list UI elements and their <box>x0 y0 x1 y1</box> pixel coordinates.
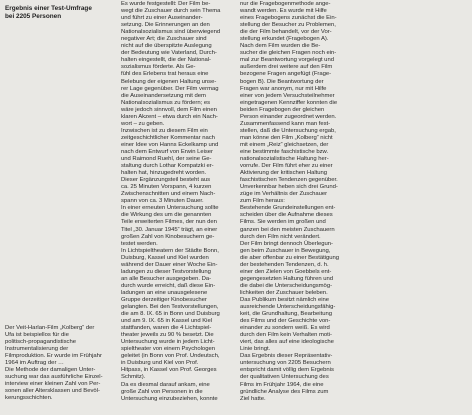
text-line: gen beim Zuschauer in Bewegung, <box>240 247 331 254</box>
text-line: großen Zahl von Kinobesuchern ge- <box>121 233 215 240</box>
document-heading <box>5 5 92 20</box>
text-line: eines Fragebogens zunächst die Ein- <box>240 15 337 22</box>
text-line: Untersuchung wurde in jedem Licht- <box>121 339 215 346</box>
text-line: halten eingestellt, die der National- <box>121 57 211 64</box>
text-line: stattfanden, waren die 4 Lichtspiel- <box>121 325 212 332</box>
text-line: geleitet (in Bonn von Prof. Undeutsch, <box>121 353 220 360</box>
text-line: Schmitz). <box>121 374 146 381</box>
text-line: testet werden. <box>121 240 158 247</box>
text-line: politisch-propagandistische <box>5 339 77 346</box>
text-column-2 <box>121 1 231 403</box>
text-line: ladungen an eine unausgelesene <box>121 289 208 296</box>
text-line: ladungen zu dieser Testvorstellung <box>121 268 211 275</box>
text-line: In Lichtspieltheatern der Städte Bonn, <box>121 247 219 254</box>
text-line: Ziel hatte. <box>240 395 266 402</box>
text-line: bezogene Fragen angefügt (Frage- <box>240 71 332 78</box>
text-line: Hitpass, in Kassel von Prof. Georges <box>121 367 217 374</box>
text-line: einer Idee von Hanns Eckelkamp und <box>121 141 219 148</box>
text-line: untersuchung von 2205 Besuchern <box>240 360 331 367</box>
text-line: Dieser Ergänzungsteil besteht aus <box>121 177 211 184</box>
text-line: wandt werden. Es wurde mit Hilfe <box>240 8 327 15</box>
text-line: gegengesetzten Haltung führen und <box>240 275 334 282</box>
text-line: Inzwischen ist zu diesem Film ein <box>121 127 208 134</box>
text-line: stellung der Besucher zu Problemen, <box>240 22 336 29</box>
text-line: der bestehenden Tendenzen, d. h. <box>240 261 329 268</box>
text-line: mal zur Beantwortung vorgelegt und <box>240 57 334 64</box>
text-line: beiden Fragebogen der gleichen <box>240 106 325 113</box>
text-line: ausreichende Unterscheidungsfähig- <box>240 304 336 311</box>
text-line: die am 8. IX. 65 in Bonn und Duisburg <box>121 311 220 318</box>
text-line: die der Film behandelt, vor der Vor- <box>240 29 332 36</box>
text-line: Die Methode der damaligen Unter- <box>5 367 96 374</box>
text-line: einer den Zielen von Goebbels ent- <box>240 268 332 275</box>
text-line: Bestehende Grundeinstellungen ent- <box>240 205 336 212</box>
text-line: die Wirkung des um die genannten <box>121 212 212 219</box>
text-line: einander zu sondern weiß. Es wird <box>240 325 330 332</box>
text-line: Person einander zugeordnet werden. <box>240 113 337 120</box>
text-line: entspricht damit völlig dem Ergebnis <box>240 367 334 374</box>
text-line: eine bestimmte faschistische bzw. <box>240 148 329 155</box>
text-line: Nationalsozialismus zu fördern; es <box>121 99 211 106</box>
text-line: Filmproduktion. Er wurde im Frühjahr <box>5 353 102 360</box>
text-line: theater jeweils zu 90 % besetzt. Die <box>121 332 214 339</box>
text-line: ganzen bei den meisten Zuschauern <box>240 226 335 233</box>
text-line: ca. 25 Minuten Vorspann, 4 kurzen <box>121 184 212 191</box>
text-line: suchung war das ausführliche Einzel- <box>5 374 103 381</box>
text-line: man könne den Film „Kolberg“ nicht <box>240 134 333 141</box>
text-line: an alle Besucher ausgegeben. Da- <box>121 275 212 282</box>
text-line: scheiden über die Aufnahme dieses <box>240 212 333 219</box>
text-line: die dabei die Unterscheidungsmög- <box>240 282 333 289</box>
text-line: und am 9. IX. 65 in Kassel und Kiel <box>121 318 212 325</box>
text-line: Es wurde festgestellt: Der Film be- <box>121 1 211 7</box>
text-line: durch wurde erreicht, daß diese Ein- <box>121 282 216 289</box>
text-line: 1964 im Auftrag der … <box>5 360 64 367</box>
text-line: Nach dem Film wurden die Be- <box>240 43 321 50</box>
text-line: gründliche Analyse des Films zum <box>240 388 329 395</box>
text-line: Der Film bringt dennoch Überlegun- <box>240 240 333 247</box>
text-line: lichkeiten der Zuschauer beleben. <box>240 289 328 296</box>
text-line: des Films und der Geschichte von- <box>240 318 331 325</box>
text-line: Das Publikum besitzt nämlich eine <box>240 296 330 303</box>
text-line: staltung durch Lothar Kompatzki er- <box>121 163 214 170</box>
text-line: in Duisburg und Kiel von Prof. <box>121 360 199 367</box>
text-line: Der Veit-Harlan-Film „Kolberg“ der <box>5 325 95 331</box>
text-line: Linie bringt. <box>240 346 271 353</box>
text-line: durch den Film nicht verändert. <box>240 233 321 240</box>
text-line: wegt die Zuschauer durch sein Thema <box>121 8 221 15</box>
text-line: faschistischen Tendenzen gegenüber. <box>240 177 338 184</box>
text-line: Aktivierung der kritischen Haltung <box>240 170 328 177</box>
text-line: vorrufe. Der Film führt eher zu einer <box>240 163 333 170</box>
text-line: durch den Film kein Verhalten moti- <box>240 332 332 339</box>
text-line: sonen aller Altersklassen und Bevöl- <box>5 388 100 395</box>
text-line: Nationalsozialismus sind überwiegend <box>121 29 221 36</box>
text-line: Das Ergebnis dieser Repräsentativ- <box>240 353 333 360</box>
text-line: Instrumentalisierung der <box>5 346 69 353</box>
text-line: spann von ca. 3 Minuten Dauer. <box>121 198 204 205</box>
text-line: wäre jedoch sinnvoll, dem Film einen <box>121 106 217 113</box>
text-line: und führt zu einer Auseinander- <box>121 15 203 22</box>
text-line: halten hat, hinzugedreht worden. <box>121 170 207 177</box>
text-line: setzung. Die Erinnerungen an den <box>121 22 210 29</box>
text-line: züge im Verhältnis der Zuschauer <box>240 191 328 198</box>
text-line: kerungsschichten. <box>5 395 53 402</box>
text-line: nicht auf die überspitzte Auslegung <box>121 43 212 50</box>
text-line: bogen B). Die Beantwortung der <box>240 78 324 85</box>
text-line: rer Lage gegenüber. Der Film vermag <box>121 85 219 92</box>
text-line: der Bedeutung wie Vaterland, Durch- <box>121 50 217 57</box>
text-line: große Zahl von Personen in die <box>121 388 203 395</box>
text-line: außerdem drei weitere auf den Film <box>240 64 333 71</box>
heading-line-1: Ergebnis einer Test-Umfrage <box>5 5 92 12</box>
text-line: gelangten. Bei den Testvorstellungen, <box>121 304 219 311</box>
intro-text-block <box>5 325 113 403</box>
text-line: Unverkennbar heben sich drei Grund- <box>240 184 338 191</box>
text-line: keit, die Grundhaltung, Bearbeitung <box>240 311 332 318</box>
text-line: mit einem „Reiz“ gleichsetzen, der <box>240 141 329 148</box>
text-line: nach dem Entwurf von Erwin Leiser <box>121 148 213 155</box>
text-line: Duisburg, Kassel und Kiel wurden <box>121 254 209 261</box>
text-line: interview einer kleinen Zahl von Per- <box>5 381 101 388</box>
text-line: die aber offenbar zu einer Bestätigung <box>240 254 340 261</box>
text-line: stellung erkundet (Fragebogen A). <box>240 36 329 43</box>
text-line: Films im Frühjahr 1964, die eine <box>240 381 324 388</box>
text-line: Gruppe derzeitiger Kinobesucher <box>121 296 207 303</box>
text-line: Untersuchung einzubeziehen, konnte <box>121 395 218 402</box>
text-line: Zusammenfassend kann man fest- <box>240 120 331 127</box>
text-line: zeitgeschichtlicher Kommentar nach <box>121 134 215 141</box>
text-line: nationalsozialistische Haltung her- <box>240 156 329 163</box>
text-line: die Auseinandersetzung mit dem <box>121 92 206 99</box>
text-line: während der Dauer einer Woche Ein- <box>121 261 218 268</box>
text-line: Belebung der eigenen Haltung unse- <box>121 78 217 85</box>
text-line: Films. Sie werden im großen und <box>240 219 326 226</box>
text-line: Fragen war anonym, nur mit Hilfe <box>240 85 327 92</box>
text-line: spieltheater von einem Psychologen <box>121 346 215 353</box>
text-line: Zwischenschnitten und einem Nach- <box>121 191 216 198</box>
text-line: Ufa ist beispiellos für die <box>5 332 69 339</box>
text-line: sucher die gleichen Fragen noch ein- <box>240 50 337 57</box>
text-line: viert, das alles auf eine ideologische <box>240 339 334 346</box>
text-line: wort – zu geben. <box>121 120 165 127</box>
text-line: In einer erneuten Untersuchung sollte <box>121 205 219 212</box>
heading-line-2: bei 2205 Personen <box>5 12 62 20</box>
text-line: nur die Fragebogenmethode ange- <box>240 1 331 7</box>
text-line: negativer Art; die Zuschauer sind <box>121 36 207 43</box>
text-line: klaren Akzent – etwa durch ein Nach- <box>121 113 218 120</box>
text-line: und Raimond Ruehl, der seine Ge- <box>121 156 212 163</box>
text-line: zum Film heraus: <box>240 198 285 205</box>
text-line: fühl des Erlebens trat heraus eine <box>121 71 209 78</box>
text-line: Da es diesmal darauf ankam, eine <box>121 381 210 388</box>
text-line: eingetragenen Kennziffer konnten die <box>240 99 338 106</box>
text-line: einer von jedem Versuchsteilnehmer <box>240 92 335 99</box>
text-line: Teile erweiterten Filmes, der nun den <box>121 219 217 226</box>
text-line: Titel „30. Januar 1945“ trägt, an einer <box>121 226 218 233</box>
text-column-3 <box>240 1 352 403</box>
text-line: sozialismus förderte. Als Ge- <box>121 64 196 71</box>
text-line: stellen, daß die Untersuchung ergab, <box>240 127 336 134</box>
text-line: der qualitativen Untersuchung des <box>240 374 329 381</box>
